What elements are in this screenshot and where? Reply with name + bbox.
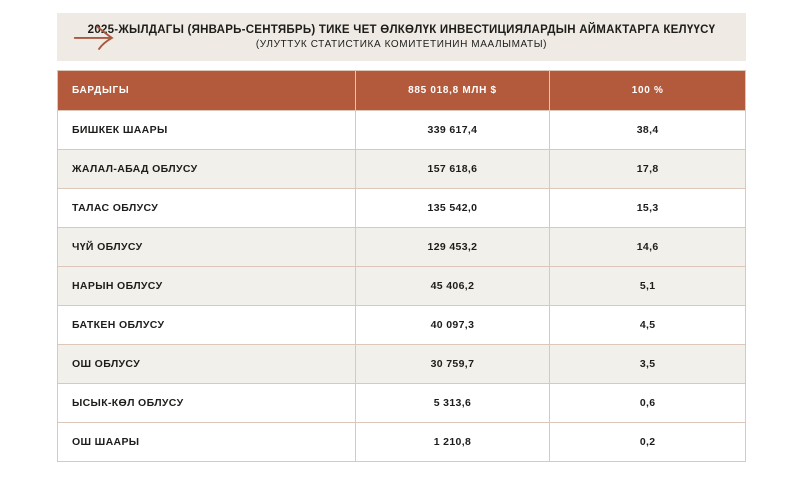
header-total-label: БАРДЫГЫ [58,71,356,111]
table-row [58,423,746,462]
region-cell: БИШКЕК ШААРЫ [58,111,356,150]
region-cell: ЫСЫК-КӨЛ ОБЛУСУ [58,384,356,423]
amount-cell: 45 406,2 [355,267,550,306]
region-cell: НАРЫН ОБЛУСУ [58,267,356,306]
page-title: 2025-ЖЫЛДАГЫ (ЯНВАРЬ-СЕНТЯБРЬ) ТИКЕ ЧЕТ ӨЛКӨЛҮК ИНВЕСТИЦИЯЛАРДЫН АЙМАКТАРГА КЕЛҮҮСҮ [87,24,716,36]
table-row [58,189,746,228]
percent-cell: 15,3 [550,189,746,228]
header-total-percent: 100 % [550,71,746,111]
table-row [58,267,746,306]
investment-table [57,70,746,462]
table-row [58,384,746,423]
table-row [58,111,746,150]
table-row [58,345,746,384]
header-total-amount: 885 018,8 МЛН $ [355,71,550,111]
table-header-row [58,71,746,111]
table-row [58,306,746,345]
amount-cell: 157 618,6 [355,150,550,189]
amount-cell: 129 453,2 [355,228,550,267]
amount-cell: 339 617,4 [355,111,550,150]
table-header [58,71,746,111]
banner-titles [18,23,786,51]
percent-cell: 4,5 [550,306,746,345]
amount-cell: 135 542,0 [355,189,550,228]
percent-cell: 3,5 [550,345,746,384]
percent-cell: 17,8 [550,150,746,189]
table-row [58,228,746,267]
percent-cell: 5,1 [550,267,746,306]
region-cell: ОШ ОБЛУСУ [58,345,356,384]
region-cell: ЧҮЙ ОБЛУСУ [58,228,356,267]
table-body [58,111,746,462]
percent-cell: 0,6 [550,384,746,423]
region-cell: ТАЛАС ОБЛУСУ [58,189,356,228]
percent-cell: 38,4 [550,111,746,150]
arrow-right-icon [72,23,116,51]
table-row [58,150,746,189]
region-cell: ЖАЛАЛ-АБАД ОБЛУСУ [58,150,356,189]
amount-cell: 1 210,8 [355,423,550,462]
region-cell: БАТКЕН ОБЛУСУ [58,306,356,345]
amount-cell: 40 097,3 [355,306,550,345]
page-subtitle: (УЛУТТУК СТАТИСТИКА КОМИТЕТИНИН МААЛЫМАТЫ) [255,39,548,50]
title-banner [57,13,746,61]
amount-cell: 5 313,6 [355,384,550,423]
percent-cell: 14,6 [550,228,746,267]
region-cell: ОШ ШААРЫ [58,423,356,462]
percent-cell: 0,2 [550,423,746,462]
amount-cell: 30 759,7 [355,345,550,384]
